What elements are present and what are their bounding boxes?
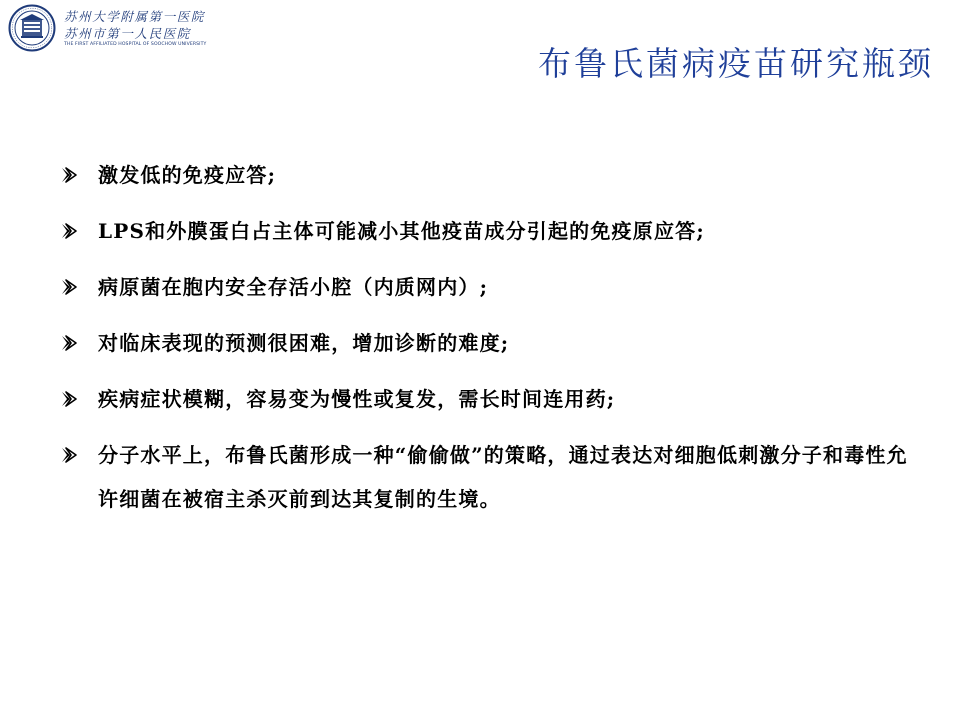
bullet-text: LPS和外膜蛋白占主体可能减小其他疫苗成分引起的免疫原应答; bbox=[98, 219, 705, 243]
logo-text-cn-hospital: 苏州市第一人民医院 bbox=[64, 26, 191, 41]
arrow-bullet-icon bbox=[60, 334, 80, 352]
bullet-item bbox=[58, 386, 918, 412]
arrow-bullet-icon bbox=[60, 278, 80, 296]
bullet-text: 激发低的免疫应答; bbox=[98, 163, 277, 187]
bullet-list bbox=[58, 162, 918, 551]
bullet-text: 疾病症状模糊，容易变为慢性或复发，需长时间连用药; bbox=[98, 387, 616, 411]
bullet-text: 病原菌在胞内安全存活小腔（内质网内）; bbox=[98, 275, 489, 299]
arrow-bullet-icon bbox=[60, 166, 80, 184]
arrow-bullet-icon bbox=[60, 390, 80, 408]
bullet-item bbox=[58, 330, 918, 356]
arrow-bullet-icon bbox=[60, 446, 80, 464]
slide-title: 布鲁氏菌病疫苗研究瓶颈 bbox=[538, 44, 934, 83]
university-seal-icon bbox=[8, 4, 56, 52]
bullet-text: 分子水平上，布鲁氏菌形成一种“偷偷做”的策略，通过表达对细胞低刺激分子和毒性允许细菌在被宿主杀灭前到达其复制的生境。 bbox=[98, 443, 908, 511]
bullet-item bbox=[58, 433, 918, 521]
bullet-item bbox=[58, 218, 918, 244]
bullet-text: 对临床表现的预测很困难，增加诊断的难度; bbox=[98, 331, 510, 355]
bullet-item bbox=[58, 274, 918, 300]
logo-text-en: THE FIRST AFFILIATED HOSPITAL OF SOOCHOW UNIVERSITY bbox=[64, 42, 207, 47]
logo-text-cn-university: 苏州大学附属第一医院 bbox=[64, 9, 206, 24]
bullet-item bbox=[58, 162, 918, 188]
hospital-logo bbox=[8, 4, 208, 52]
arrow-bullet-icon bbox=[60, 222, 80, 240]
